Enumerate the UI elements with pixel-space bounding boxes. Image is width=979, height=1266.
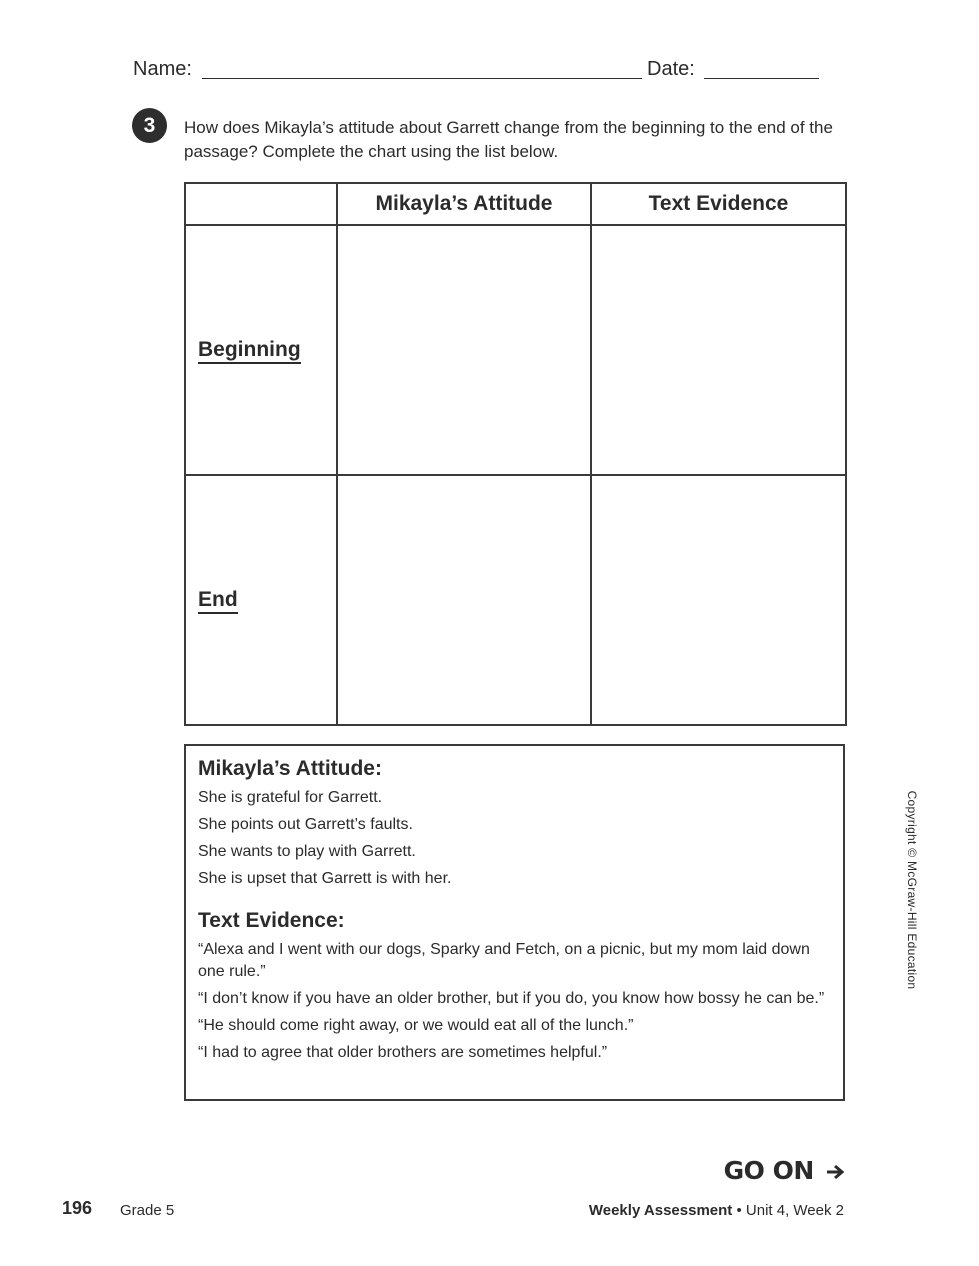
grade-label: Grade 5 [120, 1202, 175, 1219]
answer-choices-box [184, 744, 845, 1101]
page-number: 196 [62, 1198, 93, 1218]
evidence-option[interactable]: “He should come right away, or we would eat all of the lunch.” [198, 1017, 634, 1034]
footer-separator: • [736, 1202, 742, 1219]
name-date-header [133, 58, 823, 86]
attitude-chart [184, 182, 847, 726]
name-field-line[interactable] [202, 78, 642, 79]
go-on-indicator [724, 1156, 845, 1185]
beginning-evidence-cell[interactable] [591, 225, 846, 475]
attitude-option[interactable]: She wants to play with Garrett. [198, 843, 416, 860]
beginning-attitude-cell[interactable] [337, 225, 591, 475]
end-label: End [198, 588, 238, 614]
question-number-badge: 3 [132, 108, 167, 143]
evidence-option[interactable]: “Alexa and I went with our dogs, Sparky and Fetch, on a picnic, but my mom laid down one rule.” [198, 941, 810, 980]
chart-header-empty [185, 183, 337, 225]
chart-header-evidence: Text Evidence [591, 183, 846, 225]
question-text: How does Mikayla’s attitude about Garrett change from the beginning to the end of the passage? Complete the chart using the list below. [184, 118, 833, 161]
row-label-beginning [185, 225, 337, 475]
chart-row-beginning [185, 225, 846, 475]
chart-row-end [185, 475, 846, 725]
copyright-notice: Copyright © McGraw-Hill Education [905, 790, 919, 990]
date-label: Date: [647, 58, 695, 80]
go-on-label: GO ON [723, 1156, 814, 1185]
page-footer [0, 1198, 979, 1224]
attitude-list-title: Mikayla’s Attitude: [198, 757, 382, 780]
evidence-option[interactable]: “I don’t know if you have an older brother, but if you do, you know how bossy he can be.” [198, 990, 825, 1007]
evidence-option[interactable]: “I had to agree that older brothers are sometimes helpful.” [198, 1044, 608, 1061]
beginning-label: Beginning [198, 338, 301, 364]
name-label: Name: [133, 58, 192, 80]
end-evidence-cell[interactable] [591, 475, 846, 725]
row-label-end [185, 475, 337, 725]
chart-header-row [185, 183, 846, 225]
assessment-title: Weekly Assessment [588, 1202, 733, 1219]
attitude-option[interactable]: She points out Garrett’s faults. [198, 816, 413, 833]
arrow-right-icon [826, 1164, 845, 1180]
attitude-option[interactable]: She is grateful for Garrett. [198, 789, 383, 806]
end-attitude-cell[interactable] [337, 475, 591, 725]
date-field-line[interactable] [704, 78, 819, 79]
attitude-option[interactable]: She is upset that Garrett is with her. [198, 870, 452, 887]
assessment-label [589, 1202, 844, 1219]
unit-week: Unit 4, Week 2 [745, 1202, 844, 1219]
evidence-list-title: Text Evidence: [198, 909, 345, 932]
chart-header-attitude: Mikayla’s Attitude [337, 183, 591, 225]
